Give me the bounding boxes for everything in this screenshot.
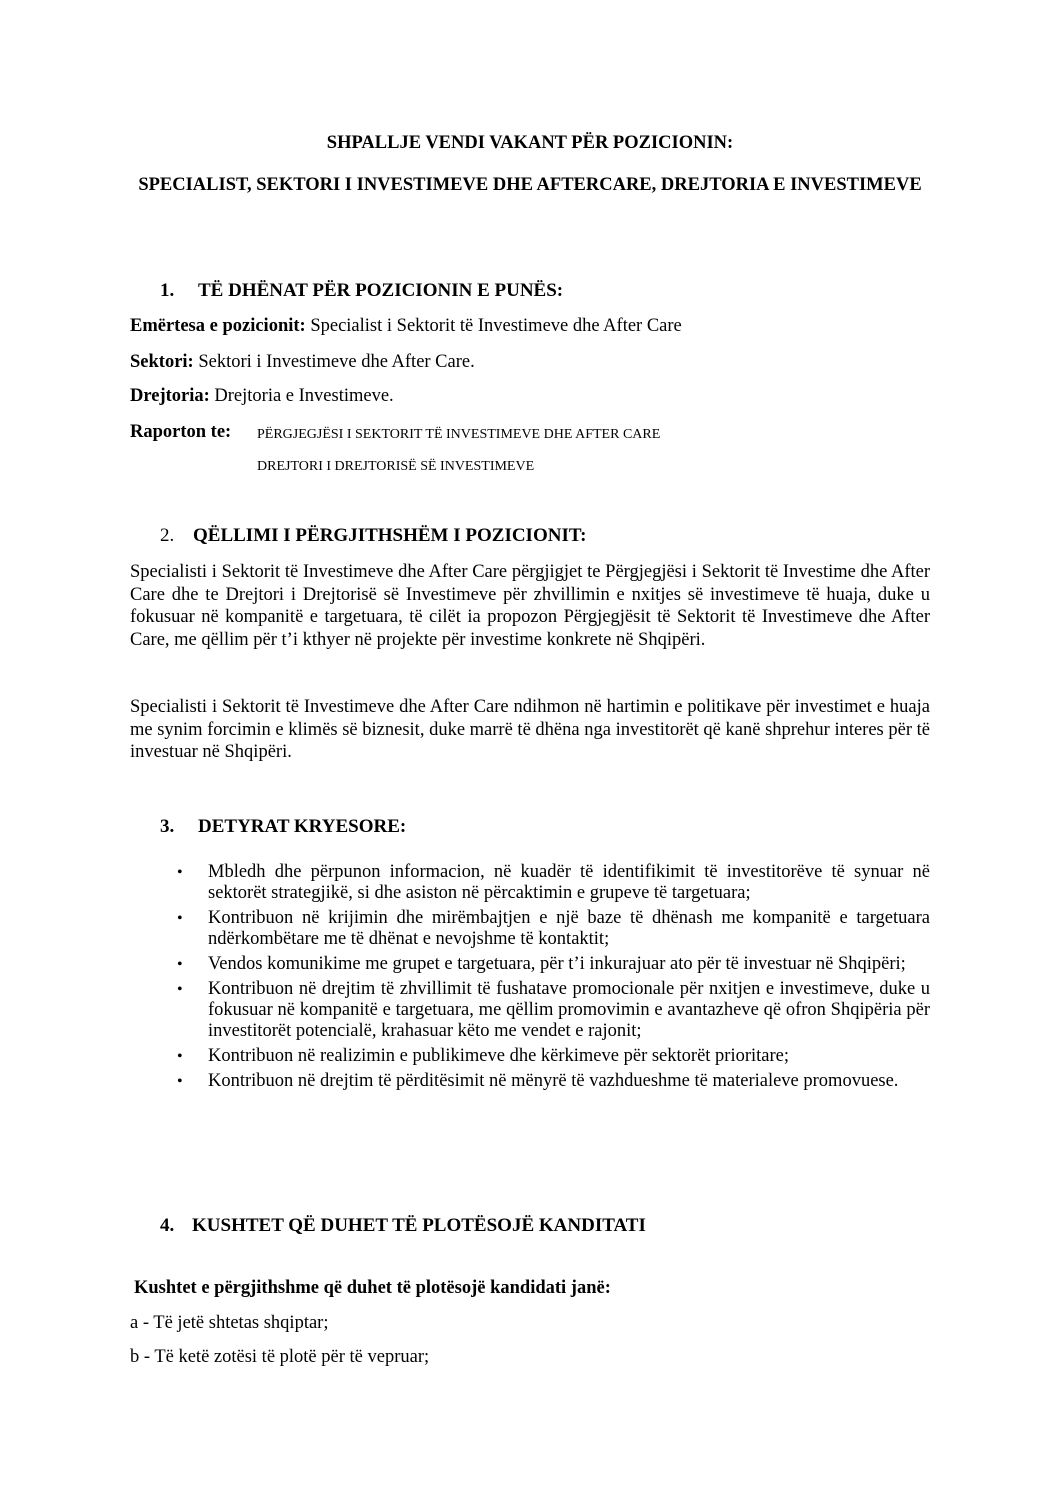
condition-item-a: a - Të jetë shtetas shqiptar; bbox=[130, 1313, 329, 1333]
section-4-heading bbox=[160, 1214, 646, 1238]
bullet-icon: • bbox=[177, 864, 183, 881]
condition-item-b: b - Të ketë zotësi të plotë për të vepruar; bbox=[130, 1347, 430, 1367]
list-item: • Vendos komunikime me grupet e targetuara, për t’i inkurajuar ato për të investuar në Shqipëri; bbox=[177, 954, 906, 974]
section-number: 3. bbox=[160, 816, 175, 837]
section-number: 4. bbox=[160, 1215, 175, 1236]
duties-list bbox=[177, 862, 930, 1096]
field-reports-to bbox=[130, 420, 231, 444]
bullet-icon: • bbox=[177, 981, 183, 998]
document-title: SHPALLJE VENDI VAKANT PËR POZICIONIN: bbox=[326, 133, 734, 153]
field-reports-to-second: DREJTORI I DREJTORISË SË INVESTIMEVE bbox=[257, 459, 535, 474]
bullet-icon: • bbox=[177, 1048, 183, 1065]
section-heading-text: QËLLIMI I PËRGJITHSHËM I POZICIONIT: bbox=[193, 525, 587, 546]
list-item: • Kontribuon në drejtim të përditësimit në mënyrë të vazhdueshme të materialeve promovuese. bbox=[177, 1071, 899, 1091]
purpose-paragraph-1: Specialisti i Sektorit të Investimeve dhe After Care përgjigjet te Përgjegjësi i Sektorit të Investime dhe After Care dhe te Drejtori i Drejtorisë së Investimeve për zhvillimin e nxitjes së investimeve të huaja, duke u fokusuar në kompanitë e targetuara, të cilët ia propozon Përgjegjësit të Sektorit të Investimeve dhe After Care, me qëllim për t’i kthyer në projekte për investime konkrete në Shqipëri. bbox=[130, 562, 930, 650]
field-position-title bbox=[130, 314, 682, 338]
list-item: • Kontribuon në realizimin e publikimeve dhe kërkimeve për sektorët prioritare; bbox=[177, 1046, 790, 1066]
section-2-heading bbox=[160, 524, 586, 548]
list-item: • Kontribuon në drejtim të zhvillimit të fushatave promocionale për nxitjen e investimeve, duke u fokusuar në kompanitë e targetuara, me qëllim promovimin e avantazheve që ofron Shqipëria për investitorët potencialë, krahasuar këto me vendet e rajonit; bbox=[177, 979, 930, 1041]
field-value: Sektori i Investimeve dhe After Care. bbox=[193, 352, 475, 372]
conditions-subheading: Kushtet e përgjithshme që duhet të plotësojë kandidati janë: bbox=[134, 1278, 611, 1298]
field-directorate bbox=[130, 384, 394, 408]
bullet-icon: • bbox=[177, 910, 183, 927]
field-label: Raporton te: bbox=[130, 422, 232, 442]
field-sector bbox=[130, 350, 475, 374]
list-item: • Kontribuon në krijimin dhe mirëmbajtjen e një baze të dhënash me kompanitë e targetuara ndërkombëtare me të dhënat e nevojshme të kontaktit; bbox=[177, 908, 930, 949]
bullet-icon: • bbox=[177, 1073, 183, 1090]
field-label: Drejtoria: bbox=[130, 386, 210, 406]
field-value: Specialist i Sektorit të Investimeve dhe After Care bbox=[305, 316, 682, 336]
list-item: • Mbledh dhe përpunon informacion, në kuadër të identifikimit të investitorëve të synuar në sektorët strategjikë, si dhe asiston në përcaktimin e grupeve të targetuara; bbox=[177, 862, 930, 903]
document-subtitle: SPECIALIST, SEKTORI I INVESTIMEVE DHE AFTERCARE, DREJTORIA E INVESTIMEVE bbox=[138, 175, 922, 195]
field-label: Emërtesa e pozicionit: bbox=[130, 316, 306, 336]
purpose-paragraph-2: Specialisti i Sektorit të Investimeve dhe After Care ndihmon në hartimin e politikave për investimet e huaja me synim forcimin e klimës së biznesit, duke marrë të dhëna nga investitorët që kanë shprehur interes për të investuar në Shqipëri. bbox=[130, 697, 930, 762]
section-heading-text: KUSHTET QË DUHET TË PLOTËSOJË KANDITATI bbox=[192, 1215, 646, 1236]
section-1-heading bbox=[160, 279, 563, 303]
bullet-icon: • bbox=[177, 956, 183, 973]
section-number: 1. bbox=[160, 280, 175, 301]
section-heading-text: TË DHËNAT PËR POZICIONIN E PUNËS: bbox=[198, 280, 564, 301]
section-heading-text: DETYRAT KRYESORE: bbox=[198, 816, 407, 837]
section-number: 2. bbox=[160, 525, 175, 546]
field-label: Sektori: bbox=[130, 352, 194, 372]
section-3-heading bbox=[160, 815, 406, 839]
field-reports-to-value: PËRGJEGJËSI I SEKTORIT TË INVESTIMEVE DHE AFTER CARE bbox=[257, 427, 661, 442]
field-value: Drejtoria e Investimeve. bbox=[209, 386, 394, 406]
